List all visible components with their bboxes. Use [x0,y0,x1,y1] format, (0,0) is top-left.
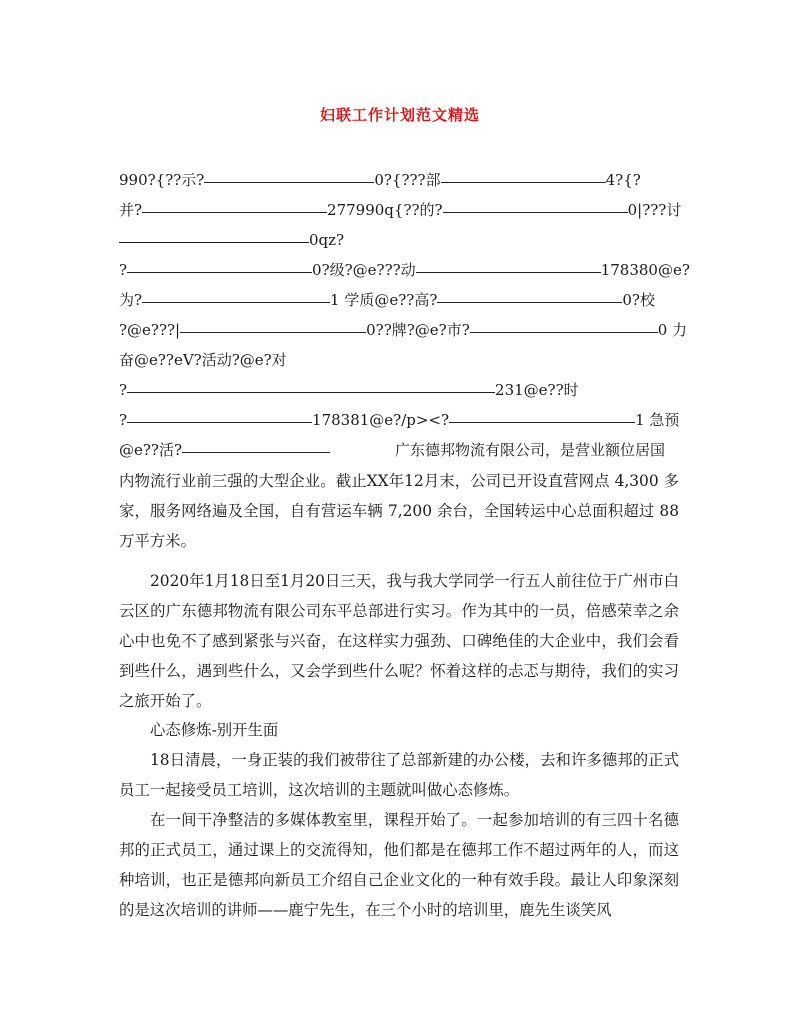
section-heading: 心态修炼-别开生面 [150,721,279,739]
paragraph-1: 内物流行业前三强的大型企业。截止XX年12月末，公司已开设直营网点 4,300 多家，服务网络遍及全国，自有营运车辆 7,200 余台，全国转运中心总面积超过 88 万平方米。 [119,472,679,550]
garbled-text: ? [119,381,128,399]
garbled-text: 0|???讨 [627,201,682,219]
garbled-line-8 [119,374,579,400]
garbled-text: 0qz? [309,231,345,249]
blank-rule [127,272,312,273]
blank-rule [437,302,622,303]
paragraph-4: 在一间干净整洁的多媒体教室里，课程开始了。一起参加培训的有三四十名德邦的正式员工，通过课上的交流得知，他们都是在德邦工作不超过两年的人，而这种培训，也正是德邦向新员工介绍自己企业文化的一种有效手段。最让人印象深刻的是这次培训的讲师——鹿宁先生，在三个小时的培训里，鹿先生谈笑风 [119,811,679,919]
garbled-text: 178380@e? [600,261,690,279]
garbled-line-9 [119,404,679,430]
garbled-text: 0??牌?@e?市? [366,321,470,339]
garbled-text: 并? [119,201,143,219]
garbled-text: 0 力 [657,321,688,339]
garbled-text: 1 学质@e??高? [330,291,438,309]
blank-rule [142,212,327,213]
garbled-text: 0?{???部 [374,171,441,189]
blank-rule [443,212,628,213]
garbled-line-5 [119,284,655,310]
garbled-text: ? [119,261,128,279]
garbled-line-4 [119,254,690,280]
blank-rule [119,242,309,243]
blank-rule [180,332,366,333]
blank-rule [142,302,330,303]
garbled-line-10 [119,434,330,460]
blank-rule [470,332,658,333]
garbled-text: 178381@e?/p><? [312,411,450,429]
garbled-line-1 [119,164,641,190]
blank-rule [127,392,495,393]
blank-rule [204,182,374,183]
garbled-text: 为? [119,291,143,309]
garbled-text: 4?{? [605,171,641,189]
paragraph-3: 18日清晨，一身正装的我们被带往了总部新建的办公楼，去和许多德邦的正式员工一起接受员工培训，这次培训的主题就叫做心态修炼。 [119,751,679,799]
document-title: 妇联工作计划范文精选 [319,106,480,124]
garbled-text: 231@e??时 [495,381,579,399]
garbled-line-2 [119,194,681,220]
blank-rule [441,182,606,183]
garbled-text: ? [119,411,128,429]
paragraph-2: 2020年1月18日至1月20日三天，我与我大学同学一行五人前往位于广州市白云区的广东德邦物流有限公司东平总部进行实习。作为其中的一员，倍感荣幸之余心中也免不了感到紧张与兴奋，在这样实力强劲、口碑绝佳的大企业中，我们会看到些什么，遇到些什么，又会学到些什么呢？怀着这样的忐忑与期待，我们的实习之旅开始了。 [119,572,679,710]
blank-rule [182,452,330,453]
garbled-text: 0?校 [622,291,655,309]
garbled-text: 990?{??示? [119,171,205,189]
garbled-text: @e??活? [119,441,183,459]
paragraph-text: 广东德邦物流有限公司，是营业额位居国 [395,441,666,459]
garbled-line-7 [119,344,287,370]
garbled-line-6 [119,314,687,340]
blank-rule [449,422,635,423]
garbled-line-3 [119,224,344,250]
blank-rule [127,422,312,423]
garbled-text: ?@e???| [119,321,181,339]
paragraph-1-lead [395,434,665,460]
garbled-text: 0?级?@e???动 [312,261,416,279]
blank-rule [416,272,601,273]
garbled-text: 1 急预 [635,411,680,429]
garbled-text: 奋@e??eV?活动?@e?对 [119,351,287,369]
garbled-text: 277990q{??的? [327,201,443,219]
